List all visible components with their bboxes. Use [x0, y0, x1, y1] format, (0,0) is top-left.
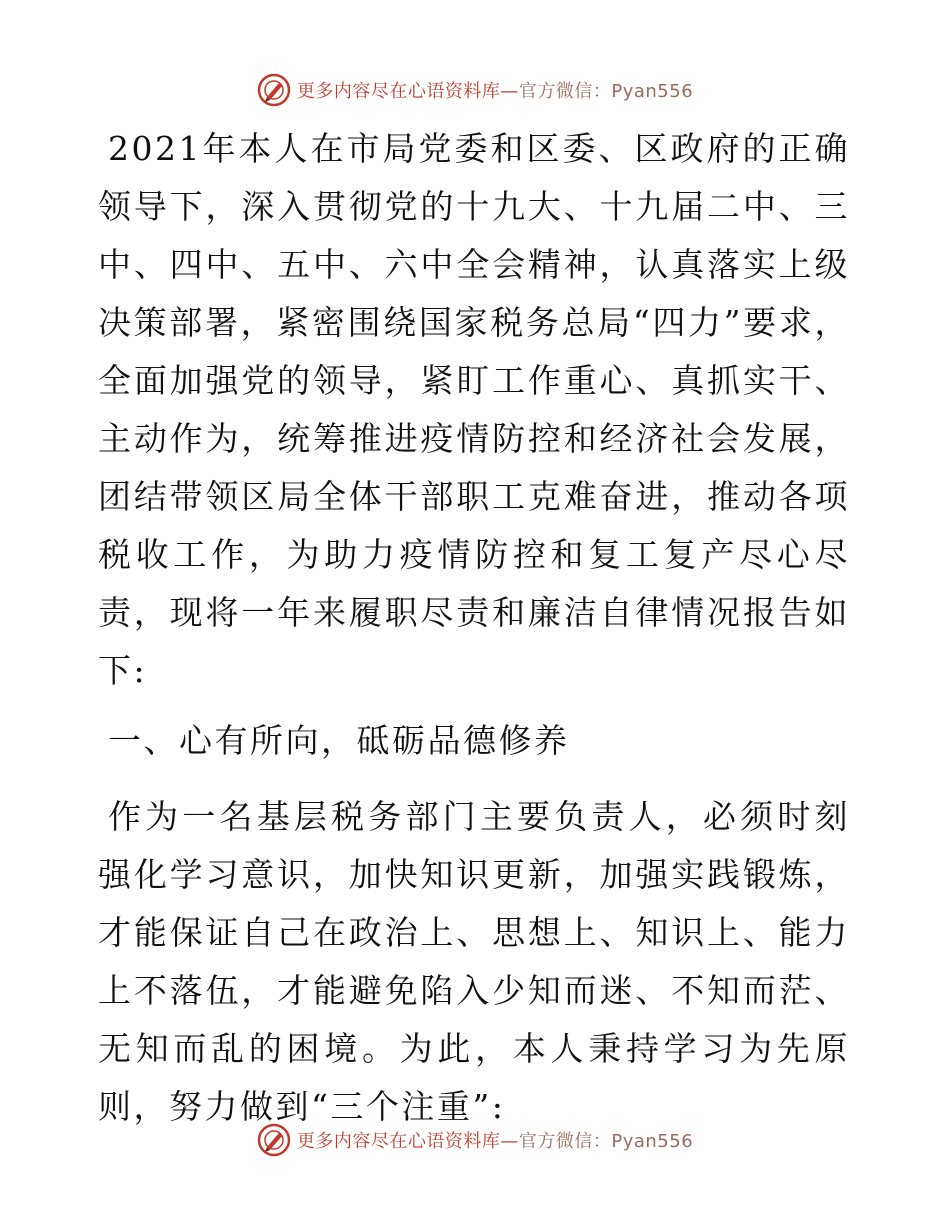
watermark-wechat-text: 官方微信：Pyan556: [518, 81, 694, 102]
watermark-site-text: 更多内容尽在心语资料库—: [296, 81, 519, 102]
intro-paragraph: 2021年本人在市局党委和区委、区政府的正确领导下，深入贯彻党的十九大、十九届二中、三中、四中、五中、六中全会精神，认真落实上级决策部署，紧密围绕国家税务总局“四力”要求，全面加强党的领导，紧盯工作重心、真抓实干、主动作为，统筹推进疫情防控和经济社会发展，团结带领区局全体干部职工克难奋进，推动各项税收工作，为助力疫情防控和复工复产尽心尽责，现将一年来履职尽责和廉洁自律情况报告如下:: [98, 129, 850, 690]
document-body: [98, 120, 850, 1136]
watermark-text: [297, 1127, 693, 1153]
watermark-footer: [0, 1122, 950, 1158]
pen-logo-icon: [257, 73, 291, 107]
pen-logo-icon: [257, 1123, 291, 1157]
section-one-heading: 一、心有所向，砥砺品德修养: [108, 721, 570, 760]
section-one-paragraph: 作为一名基层税务部门主要负责人，必须时刻强化学习意识，加快知识更新，加强实践锻炼，才能保证自己在政治上、思想上、知识上、能力上不落伍，才能避免陷入少知而迷、不知而茫、无知而乱的困境。为此，本人秉持学习为先原则，努力做到“三个注重”:: [98, 797, 850, 1126]
watermark-text: [297, 77, 693, 103]
watermark-header: [0, 72, 950, 108]
watermark-site-text: 更多内容尽在心语资料库—: [296, 1131, 519, 1152]
watermark-wechat-text: 官方微信：Pyan556: [518, 1131, 694, 1152]
